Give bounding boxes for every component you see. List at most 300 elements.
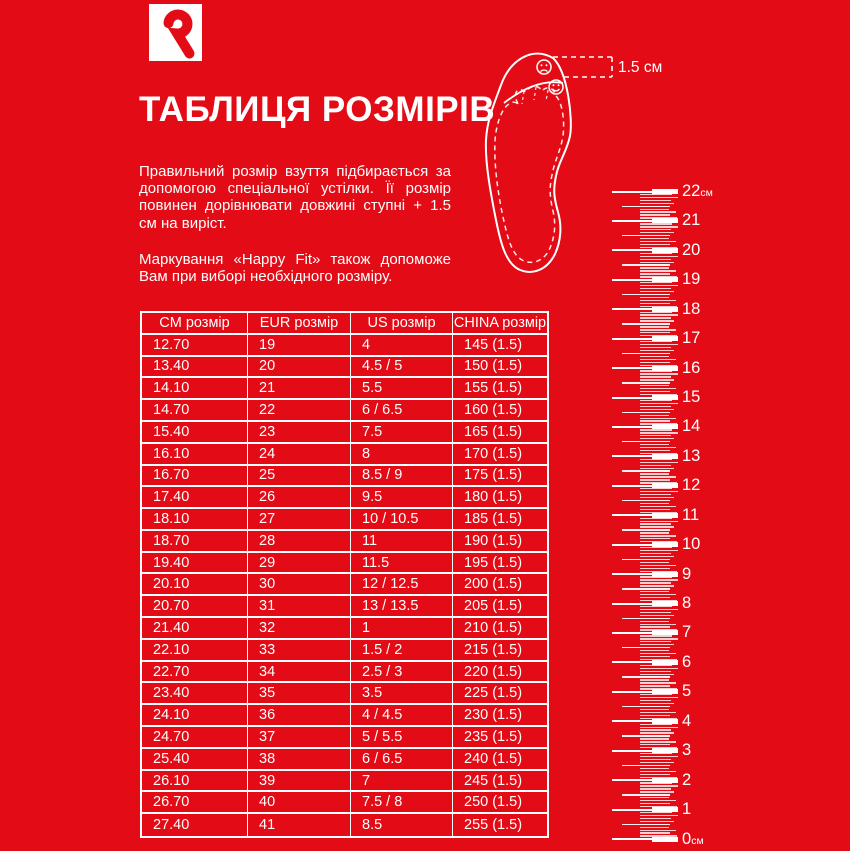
ruler-half-cm-tick xyxy=(622,824,670,826)
ruler-label xyxy=(682,711,691,732)
ruler-cm-tick-bold xyxy=(652,778,678,783)
ruler-mm-tick xyxy=(640,276,677,277)
ruler-label xyxy=(682,829,704,851)
ruler-mm-tick xyxy=(640,332,670,333)
table-cell: 40 xyxy=(248,792,351,814)
ruler-mm-tick xyxy=(640,247,677,248)
ruler-mm-tick xyxy=(640,238,669,239)
table-cell: 7 xyxy=(351,771,453,793)
table-cell: 26.70 xyxy=(142,792,248,814)
table-cell: 23.40 xyxy=(142,683,248,705)
ruler-mm-tick xyxy=(640,615,674,616)
ruler-mm-tick xyxy=(640,644,674,645)
ruler-mm-tick xyxy=(640,641,671,642)
ruler-mm-tick xyxy=(640,803,670,804)
table-cell: 165 (1.5) xyxy=(453,422,547,444)
header-cell: EUR розмір xyxy=(248,313,351,335)
ruler-mm-tick xyxy=(640,491,678,492)
table-cell: 16.70 xyxy=(142,466,248,488)
ruler-mm-tick xyxy=(640,229,671,230)
ruler-half-cm-tick xyxy=(622,382,670,384)
ruler-cm-tick-bold xyxy=(652,630,678,635)
ruler-label xyxy=(682,770,691,791)
table-cell: 155 (1.5) xyxy=(453,378,547,400)
reima-logo xyxy=(149,4,202,61)
ruler-mm-tick xyxy=(640,756,678,757)
table-cell: 200 (1.5) xyxy=(453,574,547,596)
ruler-label xyxy=(682,416,700,437)
ruler-label-number: 16 xyxy=(682,358,701,377)
ruler-label-number: 7 xyxy=(682,623,692,642)
table-cell: 190 (1.5) xyxy=(453,531,547,553)
ruler-label-number: 0 xyxy=(682,829,692,848)
table-cell: 6 / 6.5 xyxy=(351,749,453,771)
ruler-mm-tick xyxy=(640,509,670,510)
ruler-mm-tick xyxy=(640,821,674,822)
table-cell: 255 (1.5) xyxy=(464,817,523,834)
table-cell: 24.70 xyxy=(142,727,248,749)
ruler-mm-tick xyxy=(640,727,678,728)
ruler-mm-tick xyxy=(640,226,678,227)
ruler-label xyxy=(682,181,713,203)
table-cell: 11.5 xyxy=(351,553,453,575)
table-cell: 8.5 xyxy=(351,814,453,836)
ruler-mm-tick xyxy=(640,682,676,683)
ruler-mm-tick xyxy=(640,444,669,445)
table-cell: 215 (1.5) xyxy=(453,640,547,662)
ruler-mm-tick xyxy=(640,626,670,627)
table-cell: 30 xyxy=(248,574,351,596)
ruler-label-number: 22 xyxy=(682,182,701,201)
ruler-label-number: 4 xyxy=(682,711,692,730)
ruler-mm-tick xyxy=(640,512,677,513)
ruler-mm-tick xyxy=(640,679,669,680)
ruler-label-number: 12 xyxy=(682,476,701,495)
ruler-mm-tick xyxy=(640,347,671,348)
ruler-mm-tick xyxy=(640,732,674,733)
ruler-mm-tick xyxy=(640,532,669,533)
ruler-mm-tick xyxy=(640,306,677,307)
ruler-mm-tick xyxy=(640,473,669,474)
ruler-cm-tick-bold xyxy=(652,719,678,724)
ruler-mm-tick xyxy=(640,453,677,454)
ruler-mm-tick xyxy=(640,317,671,318)
ruler-mm-tick xyxy=(640,270,676,271)
ruler-half-cm-tick xyxy=(622,470,670,472)
ruler-mm-tick xyxy=(640,591,669,592)
ruler-cm-tick-bold xyxy=(652,483,678,488)
ruler-label-number: 2 xyxy=(682,770,692,789)
ruler-label xyxy=(682,328,700,349)
ruler-mm-tick xyxy=(640,579,678,580)
foot-dashed-outline xyxy=(495,86,564,262)
ruler-cm-tick-bold xyxy=(652,336,678,341)
ruler-mm-tick xyxy=(640,556,674,557)
ruler-label xyxy=(682,652,691,673)
table-cell: 18.10 xyxy=(142,509,248,531)
table-cell: 4.5 / 5 xyxy=(351,357,453,379)
ruler-label-number: 6 xyxy=(682,652,692,671)
table-cell: 235 (1.5) xyxy=(453,727,547,749)
ruler-mm-tick xyxy=(640,712,676,713)
ruler-mm-tick xyxy=(640,638,678,639)
table-cell: 7.5 / 8 xyxy=(351,792,453,814)
ruler-mm-tick xyxy=(640,297,669,298)
table-cell: 12.70 xyxy=(142,335,248,357)
table-cell: 36 xyxy=(248,705,351,727)
page-title: ТАБЛИЦЯ РОЗМІРІВ xyxy=(139,90,496,129)
ruler-mm-tick xyxy=(640,406,671,407)
ruler-cm-tick-bold xyxy=(652,689,678,694)
ruler-mm-tick xyxy=(640,582,671,583)
ruler-mm-tick xyxy=(640,523,671,524)
table-cell: 14.10 xyxy=(142,378,248,400)
table-cell: 26 xyxy=(248,487,351,509)
ruler-label xyxy=(682,358,700,379)
table-cell: 22.70 xyxy=(142,662,248,684)
ruler-label-number: 3 xyxy=(682,741,692,760)
ruler-mm-tick xyxy=(640,800,676,801)
ruler-mm-tick xyxy=(640,629,677,630)
ruler-mm-tick xyxy=(640,291,674,292)
ruler-mm-tick xyxy=(640,479,670,480)
ruler-half-cm-tick xyxy=(622,353,670,355)
ruler-mm-tick xyxy=(640,771,676,772)
ruler-label xyxy=(682,740,691,761)
table-cell: 22.10 xyxy=(142,640,248,662)
ruler-mm-tick xyxy=(640,391,670,392)
ruler-cm-tick-bold xyxy=(652,218,678,223)
ruler-half-cm-tick xyxy=(622,441,670,443)
ruler-mm-tick xyxy=(640,521,678,522)
ruler-mm-tick xyxy=(640,420,670,421)
ruler-mm-tick xyxy=(640,541,677,542)
table-cell: 5 / 5.5 xyxy=(351,727,453,749)
table-cell: 37 xyxy=(248,727,351,749)
ruler-mm-tick xyxy=(640,762,674,763)
ruler-label-unit: см xyxy=(691,834,704,847)
ruler-mm-tick xyxy=(640,568,670,569)
ruler-mm-tick xyxy=(640,300,676,301)
ruler-mm-tick xyxy=(640,535,676,536)
table-cell: 180 (1.5) xyxy=(453,487,547,509)
ruler-mm-tick xyxy=(640,438,674,439)
ruler-mm-tick xyxy=(640,203,674,204)
ruler-mm-tick xyxy=(640,244,670,245)
table-cell: 10 / 10.5 xyxy=(351,509,453,531)
table-cell: 17.40 xyxy=(142,487,248,509)
ruler-mm-tick xyxy=(640,526,674,527)
ruler-mm-tick xyxy=(640,326,669,327)
ruler-cm-tick-bold xyxy=(652,307,678,312)
ruler-mm-tick xyxy=(640,594,676,595)
insole-outline xyxy=(486,54,571,272)
ruler-label-number: 5 xyxy=(682,682,692,701)
table-cell: 8.5 / 9 xyxy=(351,466,453,488)
ruler-mm-tick xyxy=(640,806,677,807)
ruler-label xyxy=(682,387,700,408)
table-cell: 34 xyxy=(248,662,351,684)
ruler-label-number: 14 xyxy=(682,417,701,436)
table-cell: 225 (1.5) xyxy=(453,683,547,705)
ruler-mm-tick xyxy=(640,256,678,257)
ruler-mm-tick xyxy=(640,791,674,792)
ruler-mm-tick xyxy=(640,320,674,321)
ruler-mm-tick xyxy=(640,562,669,563)
table-cell: 32 xyxy=(248,618,351,640)
ruler-half-cm-tick xyxy=(622,735,670,737)
table-cell: 19.40 xyxy=(142,553,248,575)
ruler-half-cm-tick xyxy=(622,618,670,620)
ruler-mm-tick xyxy=(640,267,669,268)
table-cell: 25.40 xyxy=(142,749,248,771)
ruler-cm-tick-bold xyxy=(652,454,678,459)
ruler-mm-tick xyxy=(640,356,669,357)
ruler-mm-tick xyxy=(640,700,671,701)
ruler-cm-tick-bold xyxy=(652,424,678,429)
ruler-mm-tick xyxy=(640,241,676,242)
ruler-mm-tick xyxy=(640,362,670,363)
ruler-label-number: 19 xyxy=(682,270,701,289)
ruler-mm-tick xyxy=(640,600,677,601)
table-cell: 21 xyxy=(248,378,351,400)
ruler-cm-tick-bold xyxy=(652,277,678,282)
table-cell: 4 / 4.5 xyxy=(351,705,453,727)
ruler-mm-tick xyxy=(640,423,677,424)
ruler-mm-tick xyxy=(640,503,669,504)
ruler-mm-tick xyxy=(640,462,678,463)
table-cell: 5.5 xyxy=(351,378,453,400)
ruler-mm-tick xyxy=(640,379,674,380)
ruler-mm-tick xyxy=(640,741,676,742)
ruler-label-number: 21 xyxy=(682,211,701,230)
table-cell: 23 xyxy=(248,422,351,444)
ruler-mm-tick xyxy=(640,738,669,739)
ruler-label xyxy=(682,240,700,261)
table-cell: 170 (1.5) xyxy=(453,444,547,466)
table-cell: 19 xyxy=(248,335,351,357)
table-cell: 4 xyxy=(351,335,453,357)
ruler-half-cm-tick xyxy=(622,559,670,561)
table-cell: 245 (1.5) xyxy=(453,771,547,793)
ruler-mm-tick xyxy=(640,359,676,360)
ruler-label xyxy=(682,799,691,820)
ruler-label xyxy=(682,681,691,702)
growth-room-label: 1.5 см xyxy=(618,59,663,76)
ruler-half-cm-tick xyxy=(622,588,670,590)
ruler-half-cm-tick xyxy=(622,529,670,531)
ruler-mm-tick xyxy=(640,685,670,686)
ruler-cm-tick-bold xyxy=(652,601,678,606)
table-cell: 21.40 xyxy=(142,618,248,640)
ruler-mm-tick xyxy=(640,494,671,495)
ruler-half-cm-tick xyxy=(622,706,670,708)
ruler-mm-tick xyxy=(640,621,669,622)
table-cell: 210 (1.5) xyxy=(453,618,547,640)
ruler-label-number: 18 xyxy=(682,299,701,318)
table-cell: 2.5 / 3 xyxy=(351,662,453,684)
ruler-mm-tick xyxy=(640,818,671,819)
ruler-cm-tick-bold xyxy=(652,513,678,518)
ruler-mm-tick xyxy=(640,288,671,289)
ruler-label-unit: см xyxy=(700,187,713,200)
ruler-half-cm-tick xyxy=(622,264,670,266)
ruler-label-number: 15 xyxy=(682,388,701,407)
table-cell: 25 xyxy=(248,466,351,488)
ruler-mm-tick xyxy=(640,768,669,769)
ruler-mm-tick xyxy=(640,650,669,651)
table-cell: 220 (1.5) xyxy=(453,662,547,684)
ruler-label-number: 17 xyxy=(682,329,701,348)
ruler-mm-tick xyxy=(640,718,677,719)
ruler-mm-tick xyxy=(640,697,678,698)
ruler-label-number: 13 xyxy=(682,446,701,465)
ruler-mm-tick xyxy=(640,314,678,315)
table-cell: 13.40 xyxy=(142,357,248,379)
ruler-mm-tick xyxy=(640,468,674,469)
ruler-mm-tick xyxy=(640,597,670,598)
table-cell: 26.10 xyxy=(142,771,248,793)
table-cell: 28 xyxy=(248,531,351,553)
ruler-mm-tick xyxy=(640,447,676,448)
ruler-mm-tick xyxy=(640,211,676,212)
ruler-half-cm-tick xyxy=(622,323,670,325)
ruler-mm-tick xyxy=(640,703,674,704)
ruler-mm-tick xyxy=(640,668,678,669)
ruler-label xyxy=(682,534,700,555)
ruler-mm-tick xyxy=(640,262,674,263)
ruler-cm-tick-bold xyxy=(652,807,678,812)
ruler-half-cm-tick xyxy=(622,235,670,237)
ruler-mm-tick xyxy=(640,232,674,233)
ruler-mm-tick xyxy=(640,303,670,304)
table-cell: 12 / 12.5 xyxy=(351,574,453,596)
ruler-label xyxy=(682,210,700,231)
table-cell: 150 (1.5) xyxy=(453,357,547,379)
ruler-mm-tick xyxy=(640,217,677,218)
ruler-cm-tick-bold xyxy=(652,395,678,400)
ruler-mm-tick xyxy=(640,612,671,613)
ruler-mm-tick xyxy=(640,785,678,786)
ruler-mm-tick xyxy=(640,674,674,675)
intro-paragraph-1: Правильний розмір взуття підбирається за допомогою спеціальної устілки. Її розмір повинен дорівнювати довжині ступні + 1.5 см на виріст. xyxy=(139,163,451,232)
ruler-mm-tick xyxy=(640,797,669,798)
table-cell: 20 xyxy=(248,357,351,379)
ruler-mm-tick xyxy=(640,344,678,345)
ruler-mm-tick xyxy=(640,388,676,389)
ruler-mm-tick xyxy=(640,403,678,404)
ruler-mm-tick xyxy=(640,350,674,351)
table-cell: 185 (1.5) xyxy=(453,509,547,531)
table-cell: 29 xyxy=(248,553,351,575)
ruler-mm-tick xyxy=(640,709,669,710)
ruler-mm-tick xyxy=(640,759,671,760)
ruler-label-number: 11 xyxy=(682,505,700,524)
size-table xyxy=(140,311,549,838)
ruler-mm-tick xyxy=(640,418,676,419)
ruler-mm-tick xyxy=(640,744,670,745)
ruler-mm-tick xyxy=(640,435,671,436)
ruler-cm-tick-bold xyxy=(652,748,678,753)
ruler-mm-tick xyxy=(640,553,671,554)
ruler-mm-tick xyxy=(640,774,670,775)
table-cell: 195 (1.5) xyxy=(453,553,547,575)
ruler-mm-tick xyxy=(640,273,670,274)
ruler-label-number: 1 xyxy=(682,800,692,819)
ruler-mm-tick xyxy=(640,830,676,831)
ruler-mm-tick xyxy=(640,465,671,466)
ruler-label xyxy=(682,564,691,585)
ruler xyxy=(606,182,726,848)
table-cell: 160 (1.5) xyxy=(453,400,547,422)
table-cell: 27.40 xyxy=(142,814,248,836)
ruler-mm-tick xyxy=(640,777,677,778)
table-cell: 24.10 xyxy=(142,705,248,727)
ruler-mm-tick xyxy=(640,656,670,657)
table-cell: 8 xyxy=(351,444,453,466)
header-cell: CHINA розмір xyxy=(453,313,547,335)
table-cell: 20.70 xyxy=(142,596,248,618)
ruler-mm-tick xyxy=(640,624,676,625)
table-cell: 31 xyxy=(248,596,351,618)
table-cell: 35 xyxy=(248,683,351,705)
ruler-mm-tick xyxy=(640,385,669,386)
ruler-mm-tick xyxy=(640,415,669,416)
ruler-mm-tick xyxy=(640,376,671,377)
ruler-mm-tick xyxy=(640,747,677,748)
ruler-label xyxy=(682,593,691,614)
intro-text xyxy=(139,163,451,285)
ruler-mm-tick xyxy=(640,815,678,816)
table-cell: 33 xyxy=(248,640,351,662)
ruler-label xyxy=(682,622,691,643)
table-cell: 39 xyxy=(248,771,351,793)
table-cell: 240 (1.5) xyxy=(453,749,547,771)
ruler-mm-tick xyxy=(640,550,678,551)
ruler-mm-tick xyxy=(640,653,676,654)
ruler-label xyxy=(682,299,700,320)
ruler-label-number: 20 xyxy=(682,240,701,259)
table-cell: 41 xyxy=(248,814,351,836)
table-cell: 205 (1.5) xyxy=(453,596,547,618)
ruler-label-number: 10 xyxy=(682,535,701,554)
ruler-half-cm-tick xyxy=(622,794,670,796)
table-cell: 27 xyxy=(248,509,351,531)
ruler-cm-tick-bold xyxy=(652,189,678,194)
table-cell: 15.40 xyxy=(142,422,248,444)
ruler-label-number: 9 xyxy=(682,564,692,583)
ruler-label xyxy=(682,269,700,290)
ruler-half-cm-tick xyxy=(622,206,670,208)
table-cell: 22 xyxy=(248,400,351,422)
ruler-mm-tick xyxy=(640,200,671,201)
ruler-half-cm-tick xyxy=(622,676,670,678)
table-cell: 3.5 xyxy=(351,683,453,705)
reima-r-icon xyxy=(149,4,202,61)
ruler-mm-tick xyxy=(640,329,676,330)
ruler-cm-tick-bold xyxy=(652,572,678,577)
ruler-mm-tick xyxy=(640,197,678,198)
ruler-half-cm-tick xyxy=(622,294,670,296)
ruler-mm-tick xyxy=(640,482,677,483)
ruler-mm-tick xyxy=(640,788,671,789)
ruler-cm-tick-bold xyxy=(652,660,678,665)
header-cell: US розмір xyxy=(351,313,453,335)
ruler-mm-tick xyxy=(640,827,669,828)
ruler-mm-tick xyxy=(640,715,670,716)
ruler-half-cm-tick xyxy=(622,765,670,767)
ruler-mm-tick xyxy=(640,394,677,395)
